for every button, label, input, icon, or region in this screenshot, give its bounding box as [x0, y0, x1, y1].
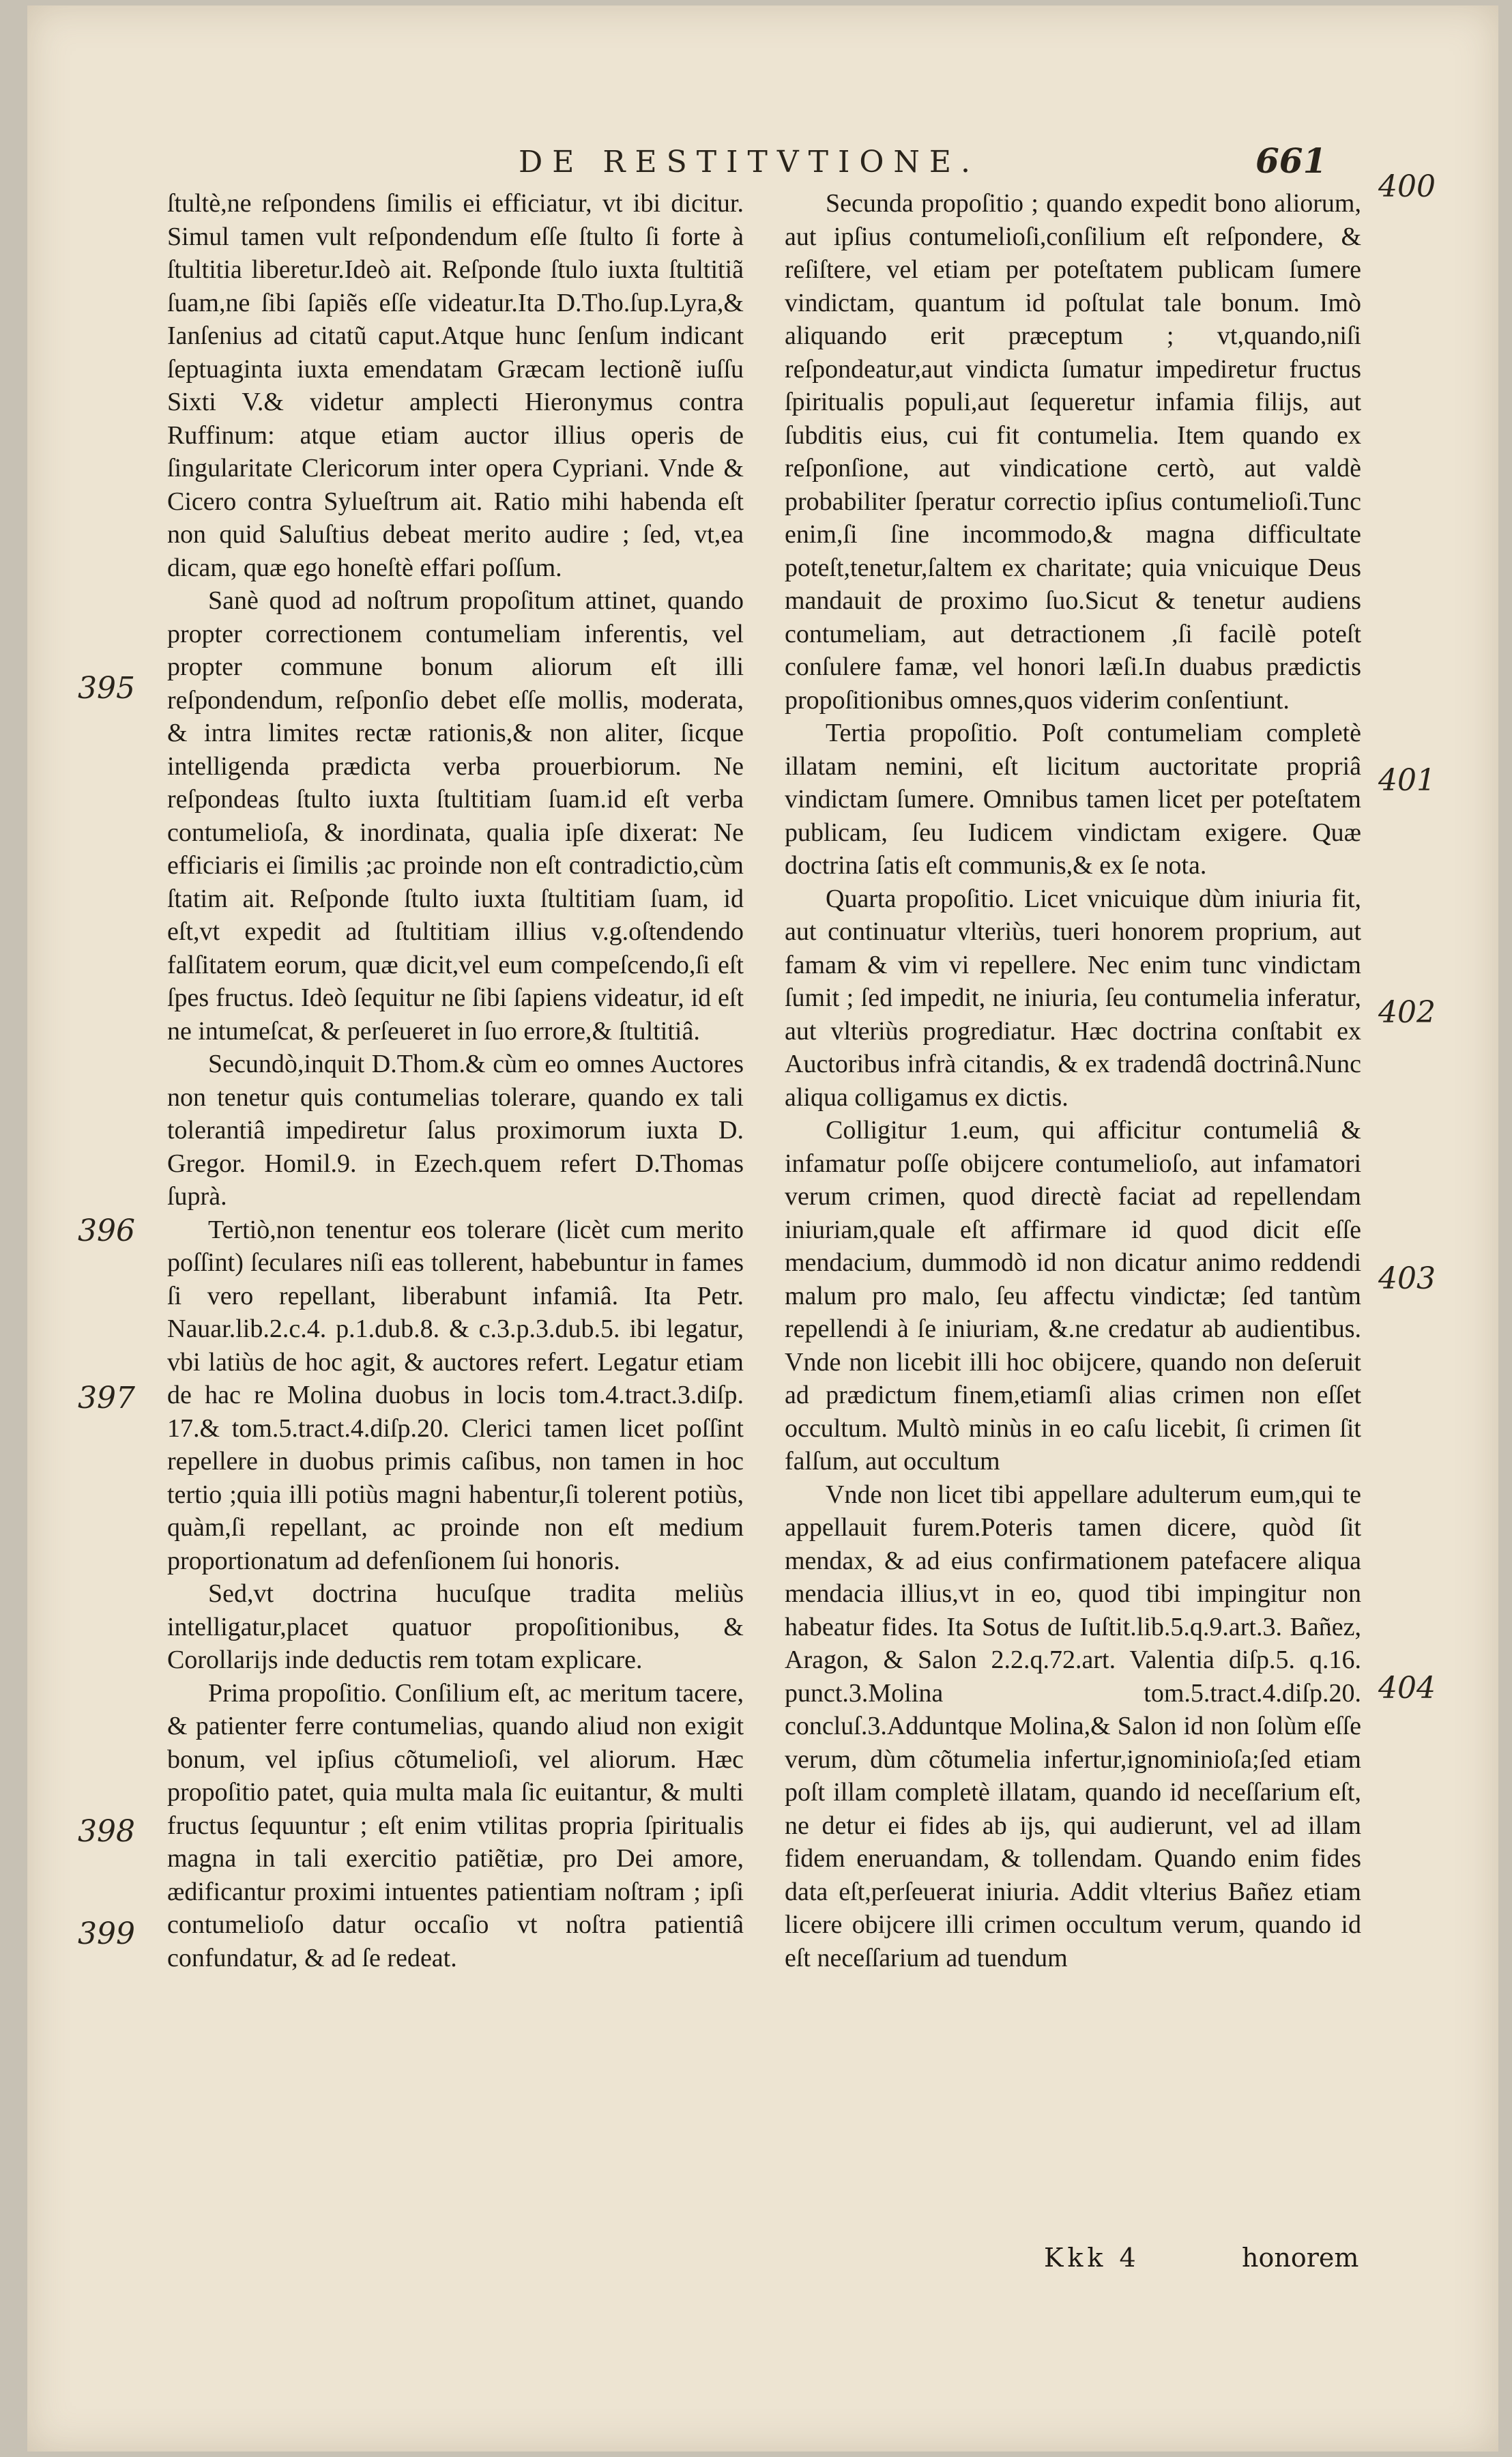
margin-number: 398 — [78, 1814, 135, 1849]
page-header — [27, 139, 1498, 187]
paragraph: Secundò,inquit D.Thom.& cùm eo omnes Auctores non tenetur quis contumelias tolerare, quando ex tali tolerantiâ impediretur ſalus proximorum iuxta D. Gregor. Homil.9. in Ezech.quem refert D.Thomas ſuprà. — [167, 1050, 744, 1211]
folio-number: 661 — [1255, 141, 1327, 181]
page-footer — [27, 2243, 1498, 2284]
margin-number: 397 — [78, 1381, 135, 1416]
paragraph: Tertia propoſitio. Poſt contumeliam completè illatam nemini, eſt licitum auctoritate propriâ vindictam ſumere. Omnibus tamen licet per poteſtatem publicam, ſeu Iudicem vindictam exigere. Quæ doctrina ſatis eſt communis,& ex ſe nota. — [785, 719, 1361, 880]
margin-number: 401 — [1378, 763, 1436, 798]
book-page — [27, 5, 1498, 2452]
paragraph: Quarta propoſitio. Licet vnicuique dùm iniuria fit, aut continuatur vlteriùs, tueri honorem proprium, aut famam & vim vi repellere. Nec enim tunc vindictam ſumit ; ſed impedit, ne iniuria, ſeu contumelia inferatur, aut vlteriùs progrediatur. Hæc doctrina conſtabit ex Auctoribus infrà citandis, & ex tradendâ doctrinâ.Nunc aliqua colligamus ex dictis. — [785, 884, 1361, 1112]
paragraph: Secunda propoſitio ; quando expedit bono aliorum, aut ipſius contumelioſi,conſilium eſt reſpondere, & reſiſtere, vel etiam per poteſtatem publicam ſumere vindictam, quantum id poſtulat tale bonum. Imò aliquando erit præceptum ; vt,quando,niſi reſpondeatur,aut vindicta ſumatur impediretur fructus ſpiritualis populi,aut ſequeretur infamia filijs, aut ſubditis eius, cui fit contumelia. Item quando ex reſponſione, aut vindicatione certò, aut valdè probabiliter ſperatur correctio ipſius contumelioſi.Tunc enim,ſi ſine incommodo,& magna difficultate poteſt,tenetur,ſaltem ex charitate; quia vnicuique Deus mandauit de proximo ſuo.Sicut & tenetur audiens contumeliam, aut detractionem ,ſi facilè poteſt conſulere famæ, vel honori læſi.In duabus prædictis propoſitionibus omnes,quos viderim conſentiunt. — [785, 189, 1361, 715]
margin-number: 399 — [78, 1916, 135, 1951]
margin-number: 402 — [1378, 995, 1436, 1030]
signature-mark: Kkk 4 — [1044, 2243, 1140, 2273]
paragraph: ſtultè,ne reſpondens ſimilis ei efficiatur, vt ibi dicitur. Simul tamen vult reſpondendum eſſe ſtulto ſi forte à ſtultitia liberetur.Ideò ait. Reſponde ſtulo iuxta ſtultitiã ſuam,ne ſibi ſapiẽs eſſe videatur.Ita D.Tho.ſup.Lyra,& Ianſenius ad citatũ caput.Atque hunc ſenſum indicant ſeptuaginta iuxta emendatam Græcam lectionẽ iuſſu Sixti V.& videtur amplecti Hieronymus contra Ruffinum: atque etiam auctor illius operis de ſingularitate Clericorum inter opera Cypriani. Vnde & Cicero contra Sylueſtrum ait. Ratio mihi habenda eſt non quid Saluſtius debeat merito audire ; ſed, vt,ea dicam, quæ ego honeſtè effari poſſum. — [167, 189, 744, 582]
paragraph: Sed,vt doctrina hucuſque tradita meliùs intelligatur,placet quatuor propoſitionibus, & Corollarijs inde deductis rem totam explicare. — [167, 1579, 744, 1674]
margin-number: 400 — [1378, 169, 1436, 204]
margin-number: 403 — [1378, 1261, 1436, 1296]
paragraph: Prima propoſitio. Conſilium eſt, ac meritum tacere, & patienter ferre contumelias, quando aliud non exigit bonum, vel ipſius cõtumelioſi, vel aliorum. Hæc propoſitio patet, quia multa mala ſic euitantur, & multi fructus ſequuntur ; eſt enim vtilitas propria ſpiritualis magna in tali exercitio patiẽtiæ, pro Dei amore, ædificantur proximi intuentes patientiam noſtram ; ipſi contumelioſo datur occaſio vt noſtra patientiâ confundatur, & ad ſe redeat. — [167, 1678, 744, 1972]
margin-number: 396 — [78, 1213, 135, 1248]
paragraph: Tertiò,non tenentur eos tolerare (licèt cum merito poſſint) ſeculares niſi eas tollerent, habebuntur in fames ſi vero repellant, liberabunt infamiâ. Ita Petr. Nauar.lib.2.c.4. p.1.dub.8. & c.3.p.3.dub.5. ibi legatur, vbi latiùs de hoc agit, & auctores refert. Legatur etiam de hac re Molina duobus in locis tom.4.tract.3.diſp. 17.& tom.5.tract.4.diſp.20. Clerici tamen licet poſſint repellere in duobus primis caſibus, non tamen in hoc tertio ;quia illi potiùs magni habentur,ſi tolerent potiùs, quàm,ſi repellant, ac proinde non eſt medium proportionatum ad defenſionem ſui honoris. — [167, 1215, 744, 1575]
margin-number: 404 — [1378, 1671, 1436, 1706]
paragraph: Colligitur 1.eum, qui afficitur contumeliâ & infamatur poſſe obijcere contumelioſo, aut infamatori verum crimen, quod directè faciat ad repellendam iniuriam,quale eſt affirmare id quod dicit eſſe mendacium, dummodò id non dicatur animo reddendi malum pro malo, ſeu affectu vindictæ; ſed tantùm repellendi à ſe iniuriam, &.ne credatur ab audientibus. Vnde non licebit illi hoc obijcere, quando non deſeruit ad prædictum finem,etiamſi alias crimen non eſſet occultum. Multò minùs in eo caſu licebit, ſi crimen ſit falſum, aut occultum — [785, 1116, 1361, 1476]
margin-number: 395 — [78, 671, 135, 706]
running-title: DE RESTITVTIONE. — [519, 145, 980, 179]
paragraph: Vnde non licet tibi appellare adulterum eum,qui te appellauit furem.Poteris tamen dicere, quòd ſit mendax, & ad eius confirmationem patefacere aliqua mendacia illius,vt in eo, quod tibi impingitur non habeatur fides. Ita Sotus de Iuſtit.lib.5.q.9.art.3. Bañez, Aragon, & Salon 2.2.q.72.art. Valentia diſp.5. q.16. punct.3.Molina tom.5.tract.4.diſp.20. concluſ.3.Adduntque Molina,& Salon id non ſolùm eſſe verum, dùm cõtumelia infertur,ignominioſa;ſed etiam poſt illam completè illatam, quando id neceſſarium eſt, ne detur ei fides ab ijs, qui audierunt, vel ad illam fidem eneruandam, & tollendam. Quando enim fides data eſt,perſeuerat iniuria. Addit vlterius Bañez etiam licere obijcere illi crimen occultum verum, quando id eſt neceſſarium ad tuendum — [785, 1480, 1361, 1972]
left-column — [167, 187, 744, 1974]
right-column — [785, 187, 1361, 1974]
paragraph: Sanè quod ad noſtrum propoſitum attinet, quando propter correctionem contumeliam inferentis, vel propter commune bonum aliorum eſt illi reſpondendum, reſponſio debet eſſe mollis, moderata, & intra limites rectæ rationis,& non aliter, ſicque intelligenda prædicta verba prouerbiorum. Ne reſpondeas ſtulto iuxta ſtultitiam ſuam.id eſt verba contumelioſa, & inordinata, qualia ipſe dixerat: Ne efficiaris ei ſimilis ;ac proinde non eſt contradictio,cùm ſtatim ait. Reſponde ſtulto iuxta ſtultitiam ſuam, id eſt,vt expedit ad ſtultitiam illius v.g.oſtendendo falſitatem eorum, quæ dicit,vel eum compeſcendo,ſi eſt ſpes fructus. Ideò ſequitur ne ſibi ſapiens videatur, id eſt ne intumeſcat, & perſeueret in ſuo errore,& ſtultitiâ. — [167, 586, 744, 1046]
catchword: honorem — [1242, 2243, 1359, 2273]
